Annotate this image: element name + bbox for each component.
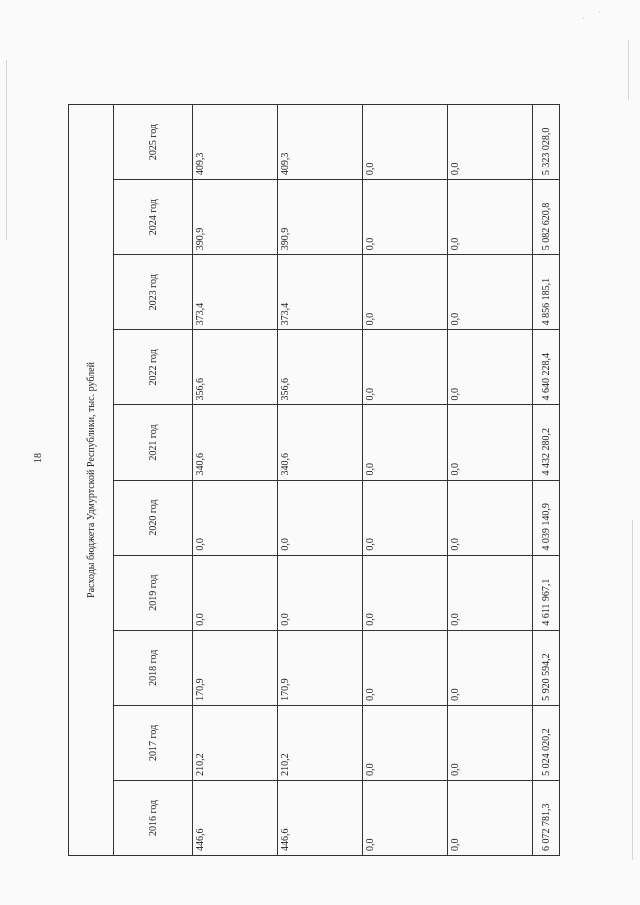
- table-cell: 373,4: [278, 255, 363, 330]
- table-cell: 0,0: [363, 105, 448, 180]
- table-cell: 0,0: [448, 105, 533, 180]
- total-cell: 5 024 020,2: [533, 705, 560, 780]
- table-cell: 210,2: [278, 705, 363, 780]
- budget-table-frame: [68, 104, 552, 856]
- table-cell: 170,9: [193, 630, 278, 705]
- year-header: 2021 год: [114, 405, 193, 480]
- total-cell: 4 039 140,9: [533, 480, 560, 555]
- table-cell: 409,3: [193, 105, 278, 180]
- table-cell: 0,0: [448, 180, 533, 255]
- total-cell: 6 072 781,3: [533, 780, 560, 855]
- table-cell: 210,2: [193, 705, 278, 780]
- total-cell: 4 432 280,2: [533, 405, 560, 480]
- year-header: 2016 год: [114, 780, 193, 855]
- table-cell: 0,0: [363, 405, 448, 480]
- table-cell: 446,6: [193, 780, 278, 855]
- table-cell: 0,0: [363, 630, 448, 705]
- table-title-row: [69, 105, 114, 856]
- table-cell: 409,3: [278, 105, 363, 180]
- table-cell: 0,0: [363, 780, 448, 855]
- table-cell: 0,0: [278, 480, 363, 555]
- total-cell: 4 611 967,1: [533, 555, 560, 630]
- table-cell: 390,9: [193, 180, 278, 255]
- year-header: 2025 год: [114, 105, 193, 180]
- scan-edge-mark: [628, 40, 629, 100]
- table-title: Расходы бюджета Удмуртской Республики, тыс. рублей: [69, 105, 114, 856]
- table-cell: 356,6: [193, 330, 278, 405]
- page-number: 18: [32, 453, 44, 463]
- year-header: 2018 год: [114, 630, 193, 705]
- table-total-row: [533, 105, 560, 856]
- budget-table-rotator: [68, 104, 552, 856]
- table-cell: 0,0: [193, 555, 278, 630]
- table-cell: 0,0: [363, 705, 448, 780]
- total-cell: 5 323 028,0: [533, 105, 560, 180]
- table-row: [193, 105, 278, 856]
- table-cell: 0,0: [448, 705, 533, 780]
- table-cell: 170,9: [278, 630, 363, 705]
- scan-edge-mark: [632, 520, 633, 860]
- table-cell: 0,0: [193, 480, 278, 555]
- table-row: [278, 105, 363, 856]
- table-cell: 340,6: [193, 405, 278, 480]
- table-row: [448, 105, 533, 856]
- table-cell: 340,6: [278, 405, 363, 480]
- table-cell: 373,4: [193, 255, 278, 330]
- year-header-row: [114, 105, 193, 856]
- scan-speck: ·: [598, 8, 601, 17]
- scan-edge-mark: [6, 60, 7, 240]
- table-cell: 356,6: [278, 330, 363, 405]
- total-cell: 4 856 185,1: [533, 255, 560, 330]
- year-header: 2017 год: [114, 705, 193, 780]
- year-header: 2024 год: [114, 180, 193, 255]
- year-header: 2020 год: [114, 480, 193, 555]
- table-cell: 0,0: [448, 405, 533, 480]
- table-cell: 0,0: [363, 330, 448, 405]
- table-cell: 0,0: [448, 330, 533, 405]
- table-cell: 0,0: [448, 555, 533, 630]
- year-header: 2022 год: [114, 330, 193, 405]
- table-cell: 446,6: [278, 780, 363, 855]
- table-cell: 0,0: [363, 480, 448, 555]
- budget-table: [68, 104, 560, 856]
- year-header: 2023 год: [114, 255, 193, 330]
- table-row: [363, 105, 448, 856]
- total-cell: 5 920 594,2: [533, 630, 560, 705]
- table-cell: 0,0: [363, 255, 448, 330]
- table-cell: 0,0: [448, 630, 533, 705]
- table-cell: 0,0: [448, 780, 533, 855]
- scan-speck: ·: [582, 14, 585, 23]
- table-cell: 390,9: [278, 180, 363, 255]
- year-header: 2019 год: [114, 555, 193, 630]
- table-cell: 0,0: [363, 180, 448, 255]
- table-cell: 0,0: [278, 555, 363, 630]
- total-cell: 5 082 620,8: [533, 180, 560, 255]
- total-cell: 4 640 228,4: [533, 330, 560, 405]
- table-cell: 0,0: [448, 480, 533, 555]
- table-cell: 0,0: [363, 555, 448, 630]
- table-cell: 0,0: [448, 255, 533, 330]
